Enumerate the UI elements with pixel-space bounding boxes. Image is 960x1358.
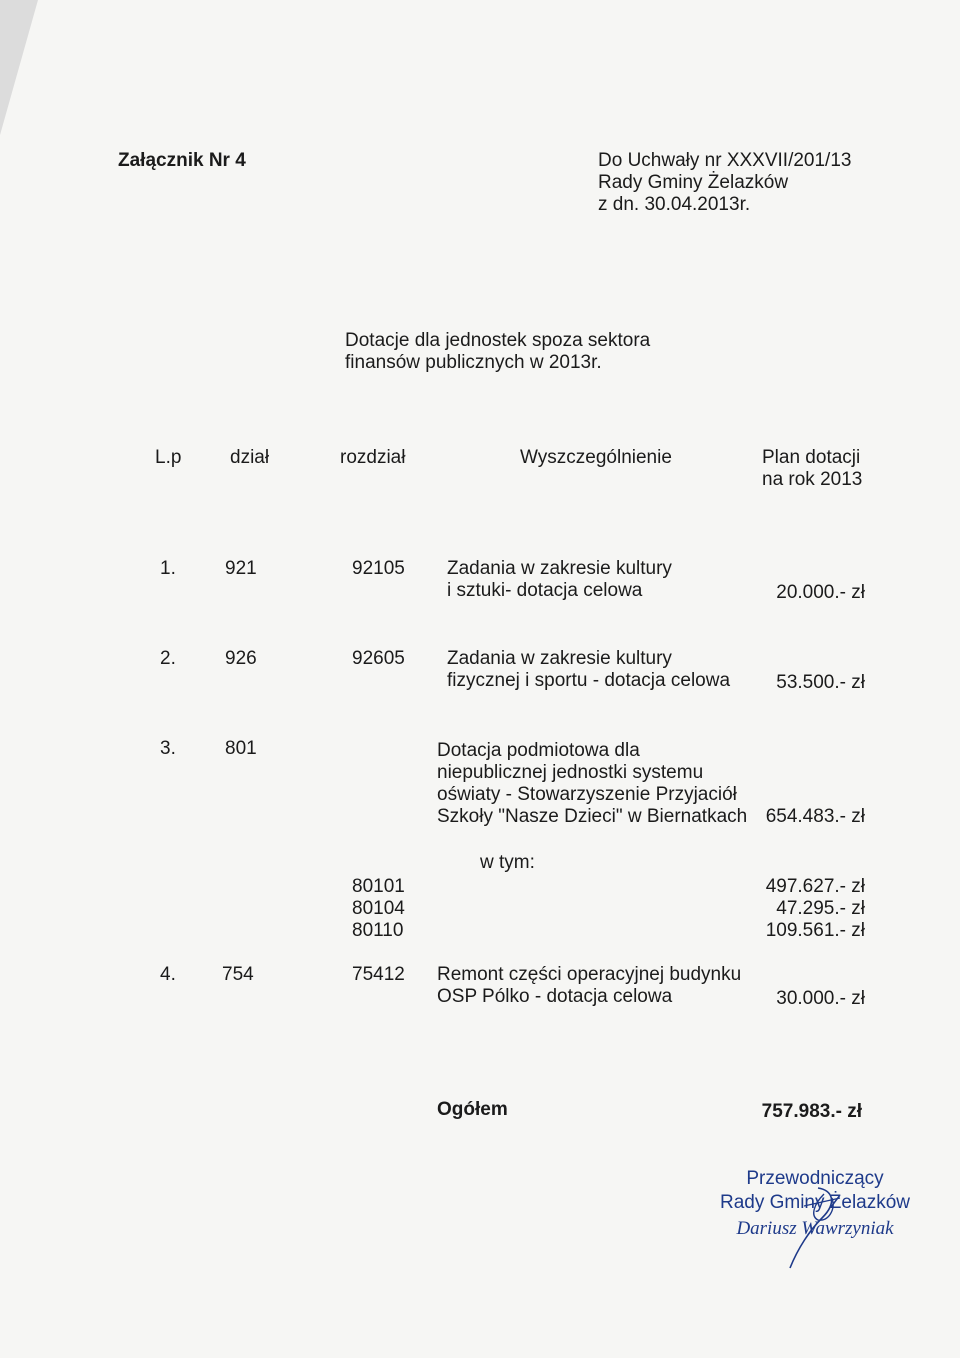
resolution-number: Do Uchwały nr XXXVII/201/13: [598, 150, 852, 171]
scan-shadow-corner: [0, 0, 60, 140]
row1-description-line2: i sztuki- dotacja celowa: [447, 580, 643, 601]
row4-dzial: 754: [222, 964, 254, 985]
row2-lp: 2.: [160, 648, 176, 669]
row3-amount: 654.483.- zł: [765, 806, 865, 827]
header-rozdzial: rozdział: [340, 447, 406, 468]
resolution-council: Rady Gminy Żelazków: [598, 172, 789, 193]
header-plan-line1: Plan dotacji: [762, 447, 861, 468]
row3-breakdown-amount-1: 497.627.- zł: [765, 876, 865, 897]
document-title-line2: finansów publicznych w 2013r.: [345, 352, 602, 373]
row3-breakdown-rozdzial-2: 80104: [352, 898, 405, 919]
bleed-through-text: [110, 236, 870, 259]
row3-dzial: 801: [225, 738, 257, 759]
row1-dzial: 921: [225, 558, 257, 579]
row1-amount: 20.000.- zł: [776, 582, 865, 603]
chairman-stamp: [700, 1160, 930, 1270]
resolution-date: z dn. 30.04.2013r.: [598, 194, 751, 215]
row2-description-line1: Zadania w zakresie kultury: [447, 648, 672, 669]
row1-lp: 1.: [160, 558, 176, 579]
row4-description-line2: OSP Pólko - dotacja celowa: [437, 986, 673, 1007]
row4-lp: 4.: [160, 964, 176, 985]
row3-description-line1: Dotacja podmiotowa dla: [437, 740, 640, 761]
stamp-council: Rady Gminy Żelazków: [719, 1192, 911, 1213]
header-lp: L.p: [155, 447, 182, 468]
stamp-name: Dariusz Wawrzyniak: [736, 1218, 894, 1239]
attachment-number: Załącznik Nr 4: [118, 150, 246, 171]
row3-breakdown-amount-2: 47.295.- zł: [776, 898, 865, 919]
signature-scribble: [700, 1160, 930, 1270]
row3-breakdown-amount-3: 109.561.- zł: [765, 920, 865, 941]
header-plan-line2: na rok 2013: [762, 469, 863, 490]
row1-description-line1: Zadania w zakresie kultury: [447, 558, 672, 579]
row4-rozdzial: 75412: [352, 964, 405, 985]
row3-breakdown-rozdzial-3: 80110: [352, 920, 404, 941]
row4-amount: 30.000.- zł: [776, 988, 865, 1009]
row3-breakdown-label: w tym:: [480, 852, 535, 873]
stamp-title: Przewodniczący: [746, 1168, 884, 1189]
row2-rozdzial: 92605: [352, 648, 405, 669]
row3-lp: 3.: [160, 738, 176, 759]
total-label: Ogółem: [437, 1099, 508, 1120]
row2-description-line2: fizycznej i sportu - dotacja celowa: [447, 670, 731, 691]
total-amount: 757.983.- zł: [761, 1101, 862, 1122]
row2-dzial: 926: [225, 648, 257, 669]
row2-amount: 53.500.- zł: [776, 672, 865, 693]
row4-description-line1: Remont części operacyjnej budynku: [437, 964, 742, 985]
row3-description-line3: oświaty - Stowarzyszenie Przyjaciół: [437, 784, 737, 805]
header-description: Wyszczególnienie: [520, 447, 672, 468]
row3-description-line4: Szkoły "Nasze Dzieci" w Biernatkach: [437, 806, 748, 827]
row1-rozdzial: 92105: [352, 558, 405, 579]
header-dzial: dział: [230, 447, 270, 468]
row3-breakdown-rozdzial-1: 80101: [352, 876, 405, 897]
document-title-line1: Dotacje dla jednostek spoza sektora: [345, 330, 651, 351]
row3-description-line2: niepublicznej jednostki systemu: [437, 762, 704, 783]
